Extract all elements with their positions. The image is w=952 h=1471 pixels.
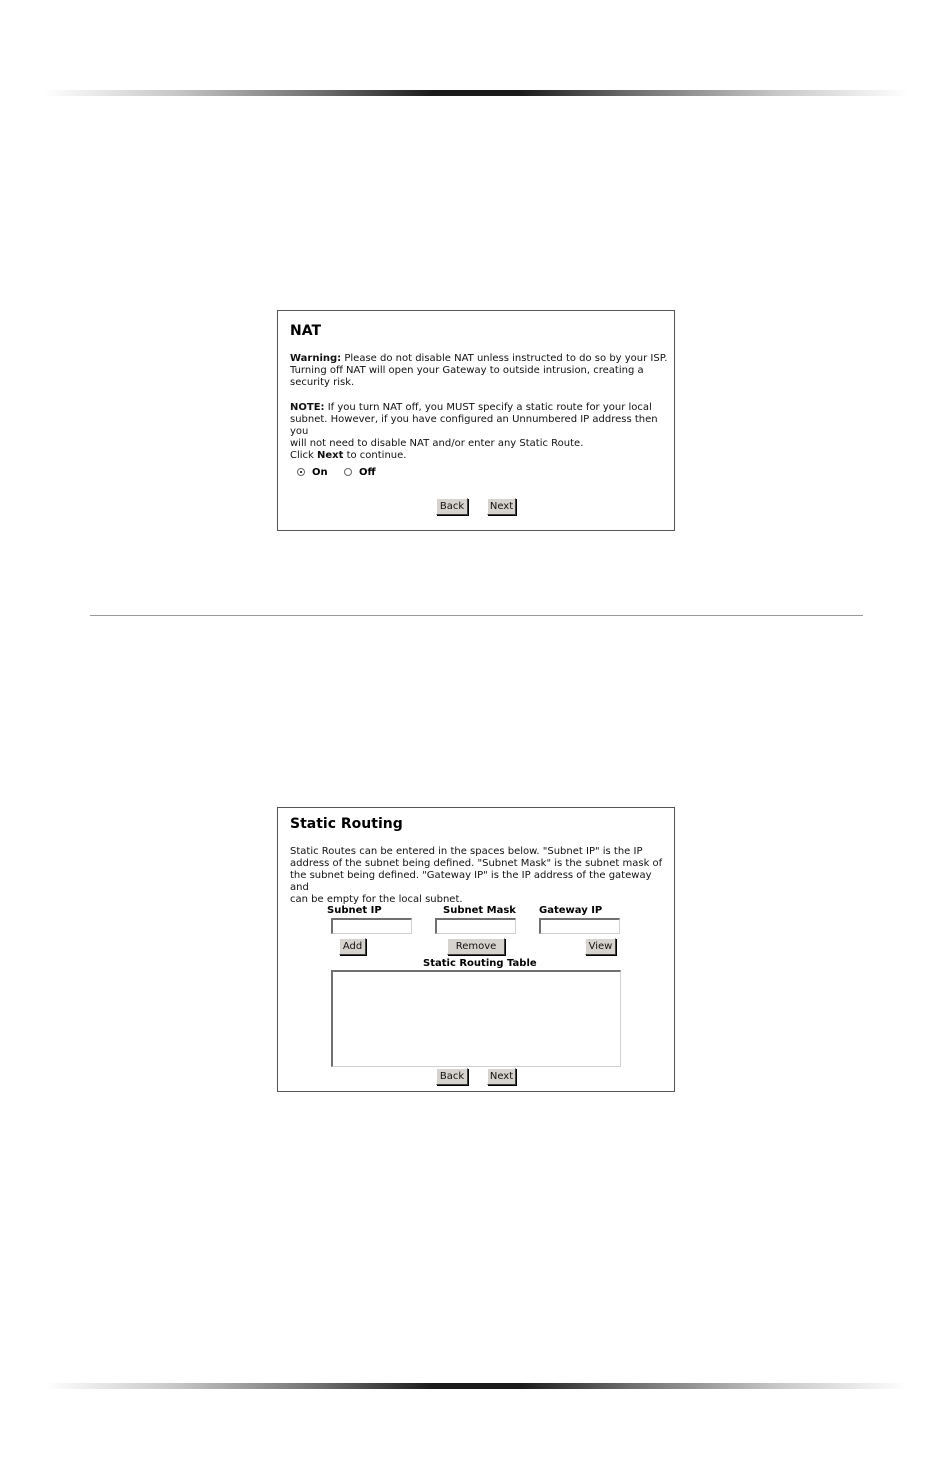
nat-click-prefix: Click: [290, 450, 318, 461]
subnet-mask-label: Subnet Mask: [443, 905, 516, 916]
gateway-ip-label: Gateway IP: [539, 905, 603, 916]
nat-on-label: On: [312, 467, 328, 478]
nat-click-instruction: [290, 450, 406, 462]
view-button[interactable]: View: [585, 938, 616, 955]
desc-line1: Static Routes can be entered in the spaces below. "Subnet IP" is the IP: [290, 846, 643, 857]
subnet-mask-input[interactable]: [435, 918, 516, 934]
nat-warning-label: Warning:: [290, 353, 342, 364]
nat-click-suffix: to continue.: [343, 450, 407, 461]
nat-off-radio[interactable]: [344, 468, 352, 476]
nat-warning-line3: security risk.: [290, 377, 355, 388]
nat-warning: [290, 353, 670, 389]
nat-note: [290, 402, 670, 450]
static-back-button[interactable]: Back: [436, 1068, 468, 1085]
nat-back-button[interactable]: Back: [436, 498, 468, 515]
desc-line2: address of the subnet being defined. "Subnet Mask" is the subnet mask of: [290, 858, 663, 869]
nat-next-button[interactable]: Next: [487, 498, 516, 515]
top-decorative-rule: [44, 90, 908, 96]
subnet-ip-input[interactable]: [331, 918, 412, 934]
static-routing-description: [290, 846, 672, 906]
add-button[interactable]: Add: [339, 938, 366, 955]
bottom-decorative-rule: [44, 1383, 908, 1389]
nat-note-line1: If you turn NAT off, you MUST specify a static route for your local: [324, 402, 652, 413]
section-divider: [90, 615, 863, 616]
nat-note-label: NOTE:: [290, 402, 325, 413]
nat-title: NAT: [290, 323, 322, 339]
nat-click-next: Next: [317, 450, 344, 461]
desc-line4: can be empty for the local subnet.: [290, 894, 463, 905]
nat-note-line2: subnet. However, if you have configured an Unnumbered IP address then you: [290, 414, 658, 437]
gateway-ip-input[interactable]: [539, 918, 620, 934]
static-next-button[interactable]: Next: [487, 1068, 516, 1085]
remove-button[interactable]: Remove: [447, 938, 505, 955]
nat-note-line3: will not need to disable NAT and/or enter any Static Route.: [290, 438, 584, 449]
nat-panel: [277, 310, 675, 531]
subnet-ip-label: Subnet IP: [327, 905, 382, 916]
static-routing-table-label: Static Routing Table: [423, 958, 537, 969]
nat-on-radio[interactable]: [297, 468, 305, 476]
static-routing-title: Static Routing: [290, 816, 403, 832]
static-routing-panel: [277, 807, 675, 1092]
nat-warning-line2: Turning off NAT will open your Gateway to outside intrusion, creating a: [290, 365, 644, 376]
nat-warning-line1: Please do not disable NAT unless instructed to do so by your ISP.: [341, 353, 668, 364]
nat-off-label: Off: [359, 467, 376, 478]
desc-line3: the subnet being defined. "Gateway IP" is the IP address of the gateway and: [290, 870, 652, 893]
static-routing-table[interactable]: [331, 970, 621, 1067]
